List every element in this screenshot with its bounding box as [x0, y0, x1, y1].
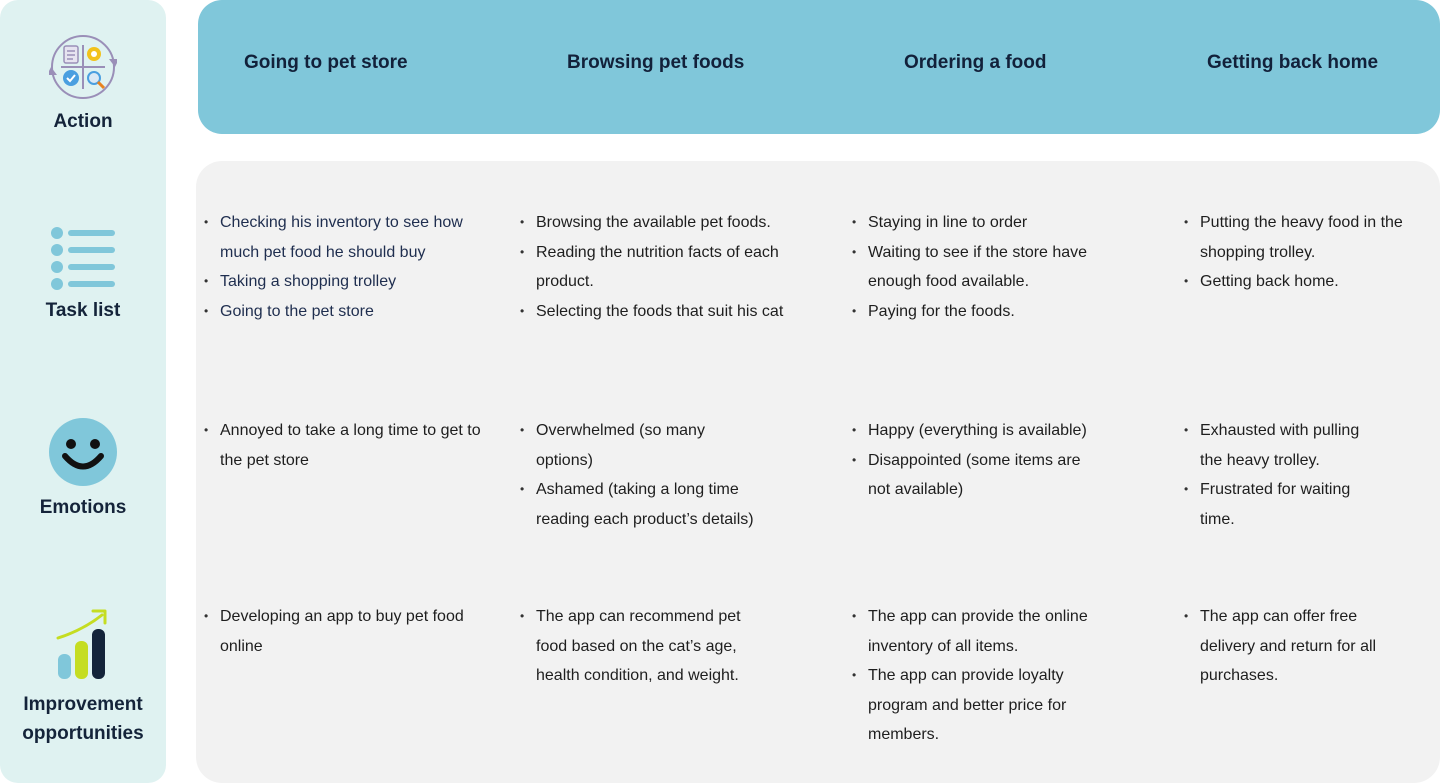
task-list-cell-4 [1184, 208, 1424, 297]
list-item: • Reading the nutrition facts of each product. [520, 238, 810, 297]
list-icon [49, 226, 117, 290]
row-label-improvement: Improvement opportunities [22, 694, 144, 744]
improvement-cell-1 [204, 602, 484, 661]
row-emotions [0, 417, 166, 522]
smiley-icon [48, 417, 118, 487]
list-item: • Developing an app to buy pet food online [204, 602, 484, 661]
list-item: • Browsing the available pet foods. [520, 208, 810, 238]
stage-browsing-pet-foods: Browsing pet foods [567, 52, 745, 73]
improvement-cell-4 [1184, 602, 1394, 691]
list-item: • Selecting the foods that suit his cat [520, 297, 810, 327]
improvement-cell-3 [852, 602, 1102, 750]
list-item: • Getting back home. [1184, 267, 1424, 297]
list-item: • Ashamed (taking a long time reading each product’s details) [520, 475, 764, 534]
emotions-cell-3 [852, 416, 1102, 505]
list-item: • Staying in line to order [852, 208, 1112, 238]
list-item: • Overwhelmed (so many options) [520, 416, 764, 475]
list-item: • The app can provide loyalty program and better price for members. [852, 661, 1102, 750]
list-item: • Putting the heavy food in the shopping trolley. [1184, 208, 1424, 267]
task-list-cell-3 [852, 208, 1112, 326]
emotions-cell-2 [520, 416, 764, 534]
list-item: • Frustrated for waiting time. [1184, 475, 1374, 534]
journey-grid-panel [196, 161, 1440, 783]
stage-ordering-a-food: Ordering a food [904, 52, 1047, 73]
stage-getting-back-home: Getting back home [1207, 52, 1379, 73]
list-item: • Taking a shopping trolley [204, 267, 494, 297]
list-item: • Happy (everything is available) [852, 416, 1102, 446]
list-item: • Disappointed (some items are not available) [852, 446, 1102, 505]
list-item: • Checking his inventory to see how much pet food he should buy [204, 208, 494, 267]
row-improvement [0, 608, 166, 748]
emotions-cell-4 [1184, 416, 1374, 534]
process-cycle-icon [49, 33, 117, 101]
row-action [0, 33, 166, 136]
row-task-list [0, 226, 166, 325]
list-item: • Waiting to see if the store have enough food available. [852, 238, 1112, 297]
improvement-cell-2 [520, 602, 760, 691]
list-item: • Exhausted with pulling the heavy trolley. [1184, 416, 1374, 475]
row-label-action: Action [53, 111, 113, 132]
emotions-cell-1 [204, 416, 486, 475]
list-item: • Annoyed to take a long time to get to the pet store [204, 416, 486, 475]
list-item: • The app can recommend pet food based on the cat’s age, health condition, and weight. [520, 602, 760, 691]
row-labels-sidebar [0, 0, 166, 783]
list-item: • Going to the pet store [204, 297, 494, 327]
growth-chart-icon [55, 608, 111, 680]
list-item: • The app can offer free delivery and return for all purchases. [1184, 602, 1394, 691]
task-list-cell-1 [204, 208, 494, 326]
row-label-emotions: Emotions [39, 497, 127, 518]
task-list-cell-2 [520, 208, 810, 326]
list-item: • Paying for the foods. [852, 297, 1112, 327]
stage-going-to-pet-store: Going to pet store [244, 52, 408, 73]
list-item: • The app can provide the online inventory of all items. [852, 602, 1102, 661]
stage-header [198, 0, 1440, 134]
row-label-task-list: Task list [45, 300, 121, 321]
